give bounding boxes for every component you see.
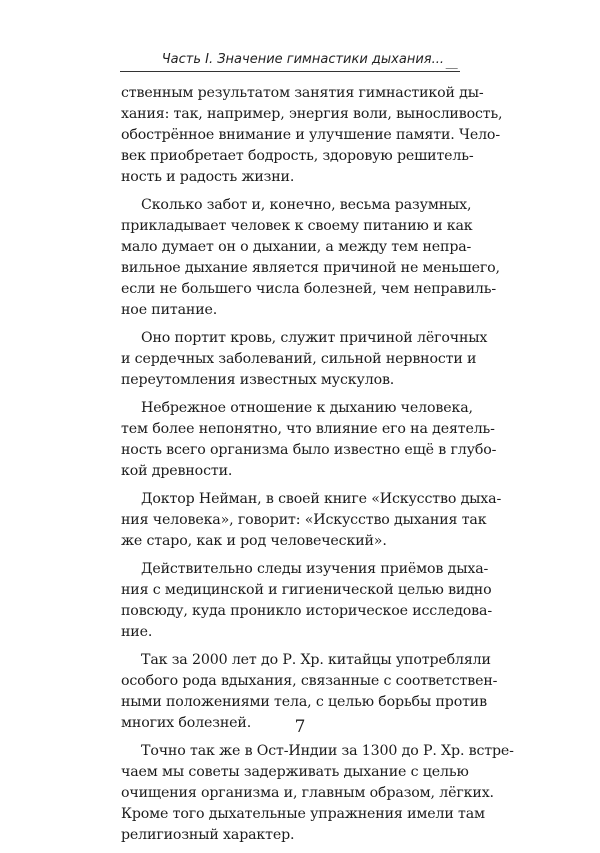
text-line: многих болезней. — [121, 715, 252, 731]
text-line: религиозный характер. — [121, 827, 295, 843]
text-line: хания: так, например, энергия воли, выносливость, — [121, 106, 503, 122]
text-line: если не большего числа болезней, чем неправиль- — [121, 281, 496, 297]
text-line: ными положениями тела, с целью борьбы против — [121, 694, 487, 710]
text-line: чаем мы советы задерживать дыхание с целью — [121, 764, 469, 780]
text-line: вильное дыхание является причиной не меньшего, — [121, 260, 500, 276]
page-number: 7 — [294, 717, 306, 737]
text-line: тем более непонятно, что влияние его на деятель- — [121, 421, 495, 437]
text-line: ность всего организма было известно ещё в глубо- — [121, 442, 497, 458]
paragraph — [121, 741, 514, 846]
header-rule — [120, 71, 460, 72]
paragraph — [121, 559, 492, 643]
paragraph — [121, 489, 502, 552]
text-line: и сердечных заболеваний, сильной нервности и — [121, 351, 477, 367]
text-line: Небрежное отношение к дыханию человека, — [141, 400, 473, 416]
text-line: ния человека», говорит: «Искусство дыхания так — [121, 512, 487, 528]
paragraph — [121, 83, 503, 188]
paragraph — [121, 195, 500, 321]
body-text — [121, 83, 514, 853]
text-line: ственным результатом занятия гимнастикой ды- — [121, 85, 484, 101]
paragraph — [121, 328, 488, 391]
running-header: Часть I. Значение гимнастики дыхания... — [161, 52, 444, 67]
header-mark — [445, 60, 462, 69]
text-line: повсюду, куда проникло историческое исследова- — [121, 603, 492, 619]
text-line: Действительно следы изучения приёмов дыха- — [141, 561, 489, 577]
text-line: ное питание. — [121, 302, 218, 318]
text-line: прикладывает человек к своему питанию и как — [121, 218, 473, 234]
text-line: переутомления известных мускулов. — [121, 372, 395, 388]
text-line: обострённое внимание и улучшение памяти. Чело- — [121, 127, 500, 143]
text-line: Точно так же в Ост-Индии за 1300 до Р. Хр. встре- — [141, 743, 514, 759]
text-line: ность и радость жизни. — [121, 169, 295, 185]
text-line: Кроме того дыхательные упражнения имели там — [121, 806, 485, 822]
text-line: же старо, как и род человеческий». — [121, 533, 387, 549]
text-line: ния с медицинской и гигиенической целью видно — [121, 582, 492, 598]
text-line: Оно портит кровь, служит причиной лёгочных — [141, 330, 488, 346]
paragraph — [121, 398, 497, 482]
text-line: очищения организма и, главным образом, лёгких. — [121, 785, 494, 801]
text-line: Доктор Нейман, в своей книге «Искусство дыха- — [141, 491, 502, 507]
text-line: мало думает он о дыхании, а между тем непра- — [121, 239, 472, 255]
text-line: особого рода вдыхания, связанные с соответствен- — [121, 673, 498, 689]
text-line: кой древности. — [121, 463, 233, 479]
text-line: Сколько забот и, конечно, весьма разумных, — [141, 197, 472, 213]
text-line: ние. — [121, 624, 153, 640]
text-line: Так за 2000 лет до Р. Хр. китайцы употребляли — [141, 652, 491, 668]
text-line: век приобретает бодрость, здоровую решитель- — [121, 148, 474, 164]
